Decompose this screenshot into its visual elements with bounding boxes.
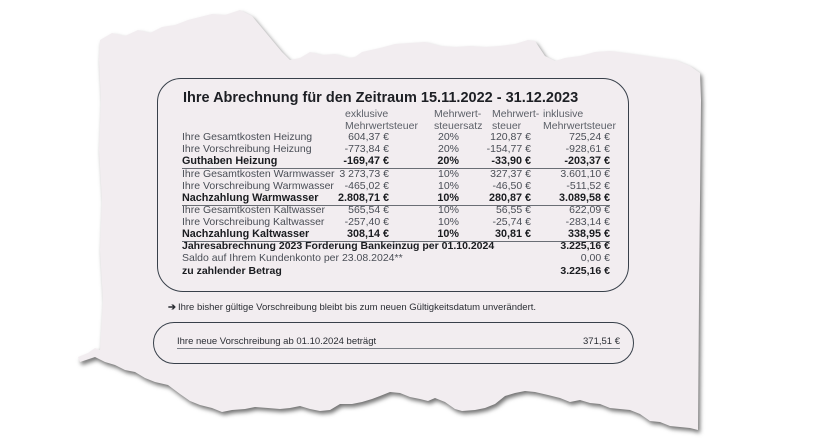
cell-rate: 20% [437,155,459,167]
cell-rate: 10% [437,168,459,180]
cell-excl: 3 273,73 € [339,168,389,180]
cell-vat: 327,37 € [490,168,531,180]
table-row-subtotal [182,155,614,167]
note-text: Ihre bisher gültige Vorschreibung bleibt bis zum neuen Gültigkeitsdatum unverändert. [177,302,537,313]
header-line: Mehrwert- [492,108,540,120]
row-label: Nachzahlung Warmwasser [182,192,319,204]
new-prescription-label: Ihre neue Vorschreibung ab 01.10.2024 beträgt [177,336,377,347]
prescription-note [168,302,536,313]
column-header-vat-rate [434,108,482,132]
cell-vat: 280,87 € [488,192,531,204]
table-row-subtotal [182,228,614,240]
cell-excl: -465,02 € [344,180,389,192]
table-row [182,131,614,143]
summary-row-amount-due [182,265,614,277]
row-label: Guthaben Heizung [182,155,278,167]
document-title: Ihre Abrechnung für den Zeitraum 15.11.2022 - 31.12.2023 [183,90,579,106]
table-row [182,216,614,228]
cell-rate: 20% [437,143,459,155]
row-label: Ihre Gesamtkosten Warmwasser [182,168,335,180]
cell-incl: 622,09 € [569,204,610,216]
cell-vat: 56,55 € [495,204,531,216]
cell-excl: 565,54 € [348,204,389,216]
header-line: Mehrwertsteuer [543,120,616,132]
summary-amount: 3.225,16 € [560,240,610,252]
row-label: Ihre Vorschreibung Warmwasser [182,180,334,192]
row-label: Nachzahlung Kaltwasser [182,228,310,240]
cell-vat: -154,77 € [486,143,531,155]
cell-excl: -257,40 € [344,216,389,228]
header-line: Mehrwertsteuer [345,120,418,132]
column-header-vat [492,108,539,132]
table-row [182,204,614,216]
cell-incl: -511,52 € [566,180,610,192]
summary-label: zu zahlender Betrag [182,265,282,277]
cell-vat: -46,50 € [492,180,531,192]
row-label: Ihre Gesamtkosten Heizung [182,131,313,143]
cell-rate: 10% [437,180,459,192]
cell-excl: 308,14 € [346,228,389,240]
cell-rate: 10% [437,204,459,216]
cell-excl: -773,84 € [344,143,389,155]
column-header-excl-vat [345,108,418,132]
cell-incl: -203,37 € [564,155,610,167]
cell-vat: 120,87 € [490,131,531,143]
new-prescription-line [177,336,620,349]
summary-label: Jahresabrechnung 2023 Forderung Bankeinzug per 01.10.2024 [182,240,495,252]
cell-rate: 10% [437,192,459,204]
cell-rate: 20% [437,131,459,143]
cell-incl: 3.089,58 € [558,192,610,204]
new-prescription-amount: 371,51 € [583,336,620,347]
arrow-right-icon: ➔ [168,302,176,313]
cell-vat: -33,90 € [491,155,531,167]
cell-excl: 604,37 € [348,131,389,143]
cell-vat: 30,81 € [494,228,531,240]
table-row [182,180,614,192]
summary-amount: 0,00 € [580,252,610,264]
table-row-subtotal [182,192,614,204]
table-row [182,168,614,180]
row-label: Ihre Gesamtkosten Kaltwasser [182,204,325,216]
header-line: inklusive [543,108,584,120]
cell-incl: 725,24 € [569,131,610,143]
cell-incl: 3.601,10 € [560,168,610,180]
column-header-incl-vat [543,108,616,132]
row-label: Ihre Vorschreibung Heizung [182,143,312,155]
header-line: Mehrwert- [434,108,482,120]
summary-row-annual-claim [182,240,614,252]
cell-incl: -283,14 € [565,216,610,228]
row-label: Ihre Vorschreibung Kaltwasser [182,216,325,228]
cell-vat: -25,74 € [492,216,531,228]
summary-amount: 3.225,16 € [560,265,610,277]
cell-rate: 10% [437,228,459,240]
header-line: steuersatz [434,120,483,132]
summary-label: Saldo auf Ihrem Kundenkonto per 23.08.2024** [182,252,403,264]
table-row [182,143,614,155]
header-line: steuer [492,120,522,132]
cell-incl: -928,61 € [565,143,610,155]
summary-row-account-balance [182,252,614,264]
cell-incl: 338,95 € [567,228,610,240]
cell-excl: -169,47 € [343,155,389,167]
header-line: exklusive [345,108,389,120]
cell-excl: 2.808,71 € [337,192,389,204]
cell-rate: 10% [437,216,459,228]
